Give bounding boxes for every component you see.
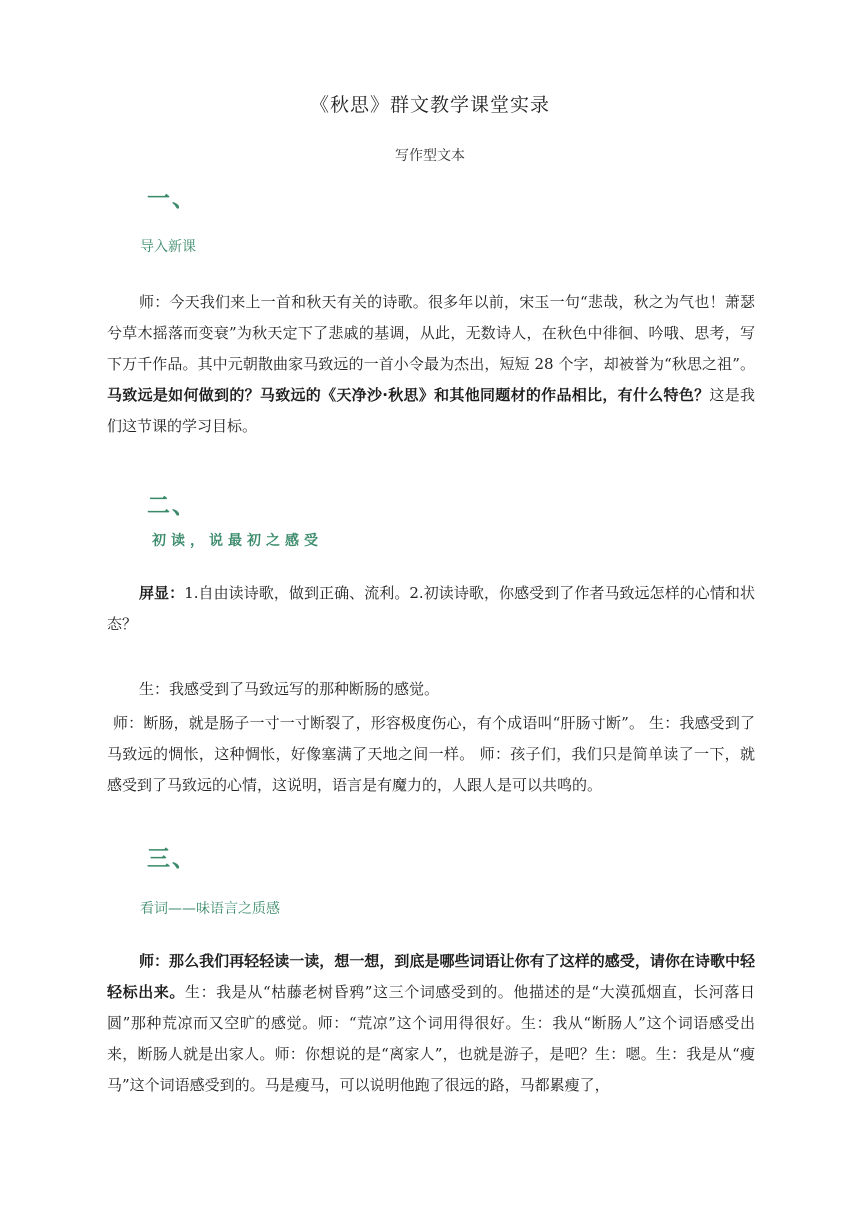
dialogue-2-text: 生：我是从“枯藤老树昏鸦”这三个词感受到的。他描述的是“大漠孤烟直，长河落日圆”那种荒凉而又空旷的感觉。师：“荒凉”这个词用得很好。生：我从“断肠人”这个词语感受出来，断肠人就是出家人。师：你想说的是“离家人”，也就是游子，是吧？生：嗯。生：我是从“瘦马”这个词语感受到的。马是瘦马，可以说明他跑了很远的路，马都累瘦了， [107,983,755,1094]
page-subtitle: 写作型文本 [395,148,465,164]
screen-display-label: 屏显： [139,584,185,602]
paragraph-intro-text: 师：今天我们来上一首和秋天有关的诗歌。很多年以前，宋玉一句“悲哉，秋之为气也！萧瑟兮草木摇落而变衰”为秋天定下了悲戚的基调，从此，无数诗人，在秋色中徘徊、吟哦、思考，写下万千作品。其中元朝散曲家马致远的一首小令最为杰出，短短 28 个字，却被誉为“秋思之祖”。 [107,293,755,373]
section-3-number: 三、 [147,846,197,872]
section-1-heading: 导入新课 [140,239,196,255]
paragraph-intro-end: 这是我们这节课的学习目标。 [107,386,755,435]
section-3-heading: 看词——味语言之质感 [140,901,280,917]
paragraph-intro-bold: 马致远是如何做到的？马致远的《天净沙·秋思》和其他同题材的作品相比，有什么特色？ [107,386,710,404]
paragraph-screen-display [107,578,755,640]
page-title: 《秋思》群文教学课堂实录 [309,94,550,116]
section-2-heading: 初读，说最初之感受 [152,533,323,549]
paragraph-dialogue-2 [107,946,755,1101]
paragraph-dialogue-1 [107,708,755,801]
paragraph-student-1: 生：我感受到了马致远写的那种断肠的感觉。 [139,680,440,698]
dialogue-1-text: 师：断肠，就是肠子一寸一寸断裂了，形容极度伤心，有个成语叫“肝肠寸断”。 生：我感受到了马致远的惆怅，这种惆怅，好像塞满了天地之间一样。 师：孩子们，我们只是简单读了一下，就感受到了马致远的心情，这说明，语言是有魔力的，人跟人是可以共鸣的。 [107,714,755,794]
dialogue-2-bold: 师：那么我们再轻轻读一读，想一想，到底是哪些词语让你有了这样的感受，请你在诗歌中轻轻标出来。 [107,952,755,1001]
screen-display-text: 1.自由读诗歌，做到正确、流利。2.初读诗歌，你感受到了作者马致远怎样的心情和状态？ [107,584,755,633]
section-1-number: 一、 [147,186,197,212]
section-2-number: 二、 [147,493,197,519]
paragraph-intro [107,287,755,442]
